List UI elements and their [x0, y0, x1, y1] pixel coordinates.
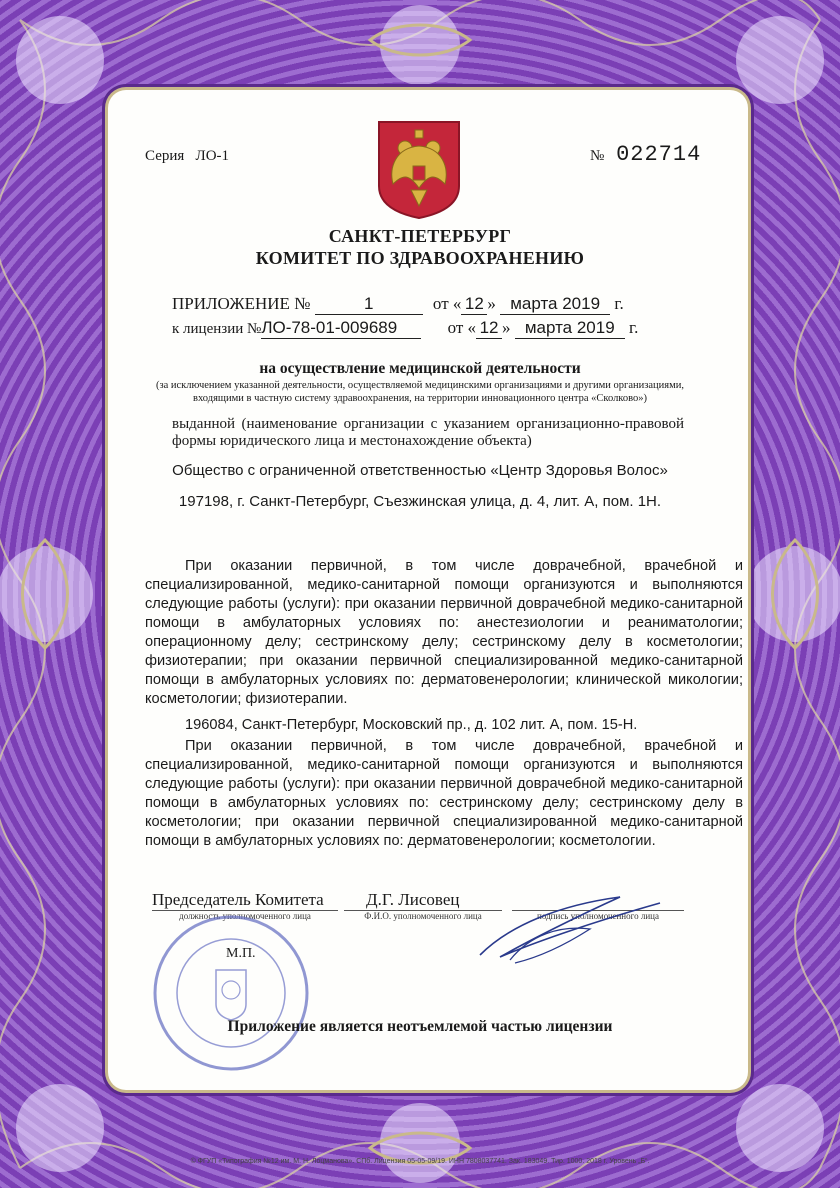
signatory-position: Председатель Комитета [152, 890, 324, 909]
caption-name: Ф.И.О. уполномоченного лица [344, 910, 502, 921]
license-line [172, 318, 638, 339]
series-label: Серия [145, 148, 185, 164]
issued-to: выданной (наименование организации с указанием организационно-правовой формы юридического лица и местонахождение объекта) [172, 416, 684, 449]
caption-position: должность уполномоченного лица [152, 910, 338, 921]
issuer-city: САНКТ-ПЕТЕРБУРГ [328, 226, 512, 246]
appendix-day: 12 [461, 294, 487, 315]
license-year-suffix: г. [629, 318, 639, 337]
official-seal-stamp [150, 912, 312, 1074]
appendix-open-quote: « [452, 294, 462, 313]
caption-signature: подпись уполномоченного лица [512, 910, 684, 921]
services-block-2: При оказании первичной, в том числе доврачебной, врачебной и специализированной, медико-санитарной помощи организуются и выполняются следующие работы (услуги): при оказании первичной доврачебной медико-санитарной помощи в амбулаторных условиях по: сестринскому делу; сестринскому делу в косметологии; при оказании первичной специализированной медико-санитарной помощи в амбулаторных условиях по: дерматовенерологии; косметологии. [145, 738, 743, 849]
organization-address: 197198, г. Санкт-Петербург, Съезжинская улица, д. 4, лит. А, пом. 1Н. [178, 493, 662, 510]
license-from-label: от [447, 318, 464, 337]
handwritten-signature [470, 885, 670, 970]
license-label: к лицензии № [172, 321, 262, 337]
purpose-note: (за исключением указанной деятельности, осуществляемой медицинскими организациями и другими организациями, входящими в частную систему здравоохранения, на территории инновационного центра «Сколково») [155, 380, 685, 404]
number-label: № [590, 148, 605, 164]
appendix-number: 1 [315, 294, 423, 315]
license-close-quote: » [502, 318, 511, 337]
series [145, 148, 229, 165]
license-open-quote: « [467, 318, 477, 337]
license-month-year: марта 2019 [515, 318, 625, 339]
appendix-close-quote: » [487, 294, 496, 313]
appendix-line [172, 294, 624, 315]
appendix-label: ПРИЛОЖЕНИЕ № [172, 294, 311, 313]
seal-label: М.П. [226, 946, 256, 961]
issuer-committee: КОМИТЕТ ПО ЗДРАВООХРАНЕНИЮ [255, 248, 585, 268]
organization-name: Общество с ограниченной ответственностью «Центр Здоровья Волос» [172, 462, 668, 479]
appendix-year-suffix: г. [614, 294, 624, 313]
signatory-name: Д.Г. Лисовец [366, 890, 460, 909]
license-day: 12 [476, 318, 502, 339]
number-value: 022714 [616, 142, 702, 167]
series-value: ЛО-1 [195, 148, 230, 164]
closing-statement: Приложение является неотъемлемой частью лицензии [227, 1018, 613, 1035]
license-number: ЛО-78-01-009689 [261, 318, 421, 339]
services-address-2: 196084, Санкт-Петербург, Московский пр., д. 102 лит. А, пом. 15-Н. [185, 717, 638, 733]
appendix-from-label: от [432, 294, 449, 313]
appendix-month-year: марта 2019 [500, 294, 610, 315]
services-block-1: При оказании первичной, в том числе доврачебной, врачебной и специализированной, медико-санитарной помощи организуются и выполняются следующие работы (услуги): при оказании первичной доврачебной медико-санитарной помощи в амбулаторных условиях по: анестезиологии и реаниматологии; операционному делу; сестринскому делу; сестринскому делу в косметологии; физиотерапии; при оказании первичной специализированной медико-санитарной помощи в амбулаторных условиях по: дерматовенерологии; клинической микологии; косметологии; физиотерапии. [145, 558, 743, 707]
document-number [590, 142, 701, 167]
coat-of-arms-emblem [375, 118, 463, 220]
purpose-title: на осуществление медицинской деятельности [259, 360, 581, 377]
printer-footer: © ФГУП «Типография №12 им. М. Н. Лоцманова». СПб. Лицензия 05-05-09/19. ИНН 7808037741. Зак. 183049. Тир. 1000. 2018 г. Уровень „Б“. [190, 1158, 650, 1165]
